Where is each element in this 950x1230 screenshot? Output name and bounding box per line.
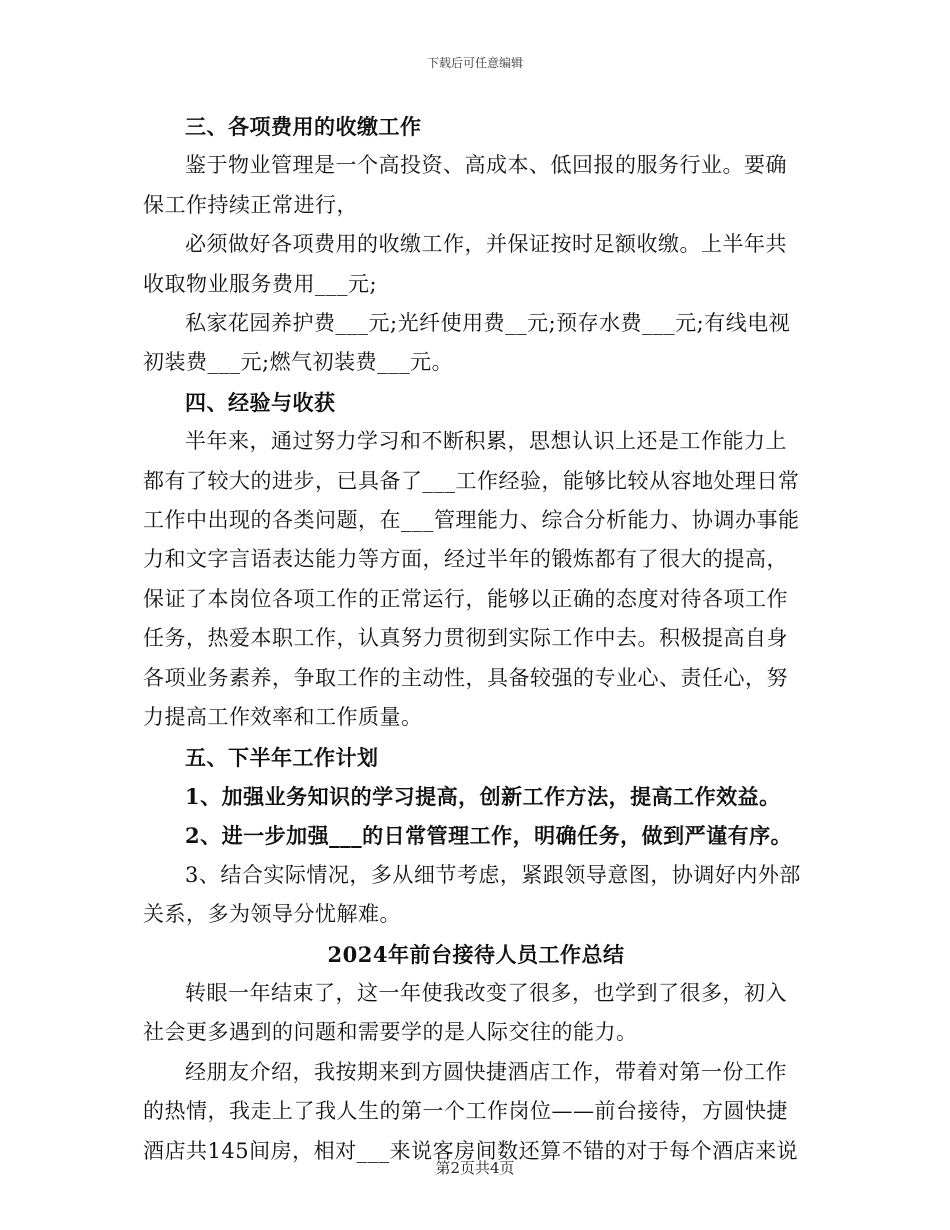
body-line: 保证了本岗位各项工作的正常运行，能够以正确的态度对待各项工作 [143,586,788,611]
section-heading: 1、加强业务知识的学习提高，创新工作方法，提高工作效益。 [185,783,781,809]
page-header: 下载后可任意编辑 [426,56,523,70]
body-line: 酒店共145间房，相对___来说客房间数还算不错的对于每个酒店来说 [143,1138,799,1163]
body-line: 任务，热爱本职工作，认真努力贯彻到实际工作中去。积极提高自身 [143,626,788,651]
body-line: 工作中出现的各类问题，在___管理能力、综合分析能力、协调办事能 [143,508,800,533]
body-line: 各项业务素养，争取工作的主动性，具备较强的专业心、责任心，努 [143,665,788,690]
body-line: 关系，多为领导分忧解难。 [143,902,401,927]
body-line: 社会更多遇到的问题和需要学的是人际交往的能力。 [143,1020,638,1045]
body-line: 经朋友介绍，我按期来到方圆快捷酒店工作，带着对第一份工作 [185,1059,787,1084]
body-line: 保工作持续正常进行， [143,192,358,217]
body-line: 初装费___元;燃气初装费___元。 [143,350,454,375]
body-line: 私家花园养护费___元;光纤使用费__元;预存水费___元;有线电视 [185,311,791,336]
section-heading: 五、下半年工作计划 [185,744,379,770]
section-title: 2024年前台接待人员工作总结 [327,941,625,967]
body-line: 半年来，通过努力学习和不断积累，思想认识上还是工作能力上 [185,429,787,454]
section-heading: 三、各项费用的收缴工作 [185,114,422,139]
body-line: 收取物业服务费用___元; [143,271,378,296]
page-footer: 第2页共4页 [435,1159,515,1177]
section-heading: 四、经验与收获 [185,389,336,415]
body-line: 3、结合实际情况，多从细节考虑，紧跟领导意图，协调好内外部 [185,862,801,887]
body-line: 的热情，我走上了我人生的第一个工作岗位——前台接待，方圆快捷 [143,1099,788,1124]
body-line: 力提高工作效率和工作质量。 [143,705,423,730]
body-line: 力和文字言语表达能力等方面，经过半年的锻炼都有了很大的提高， [143,547,788,572]
section-heading: 2、进一步加强___的日常管理工作，明确任务，做到严谨有序。 [185,823,793,849]
document-body [143,107,809,1171]
body-line: 鉴于物业管理是一个高投资、高成本、低回报的服务行业。要确 [185,153,787,178]
body-line: 必须做好各项费用的收缴工作，并保证按时足额收缴。上半年共 [185,232,787,257]
body-line: 转眼一年结束了，这一年使我改变了很多，也学到了很多，初入 [185,980,787,1005]
body-line: 都有了较大的进步，已具备了___工作经验，能够比较从容地处理日常 [143,468,800,493]
